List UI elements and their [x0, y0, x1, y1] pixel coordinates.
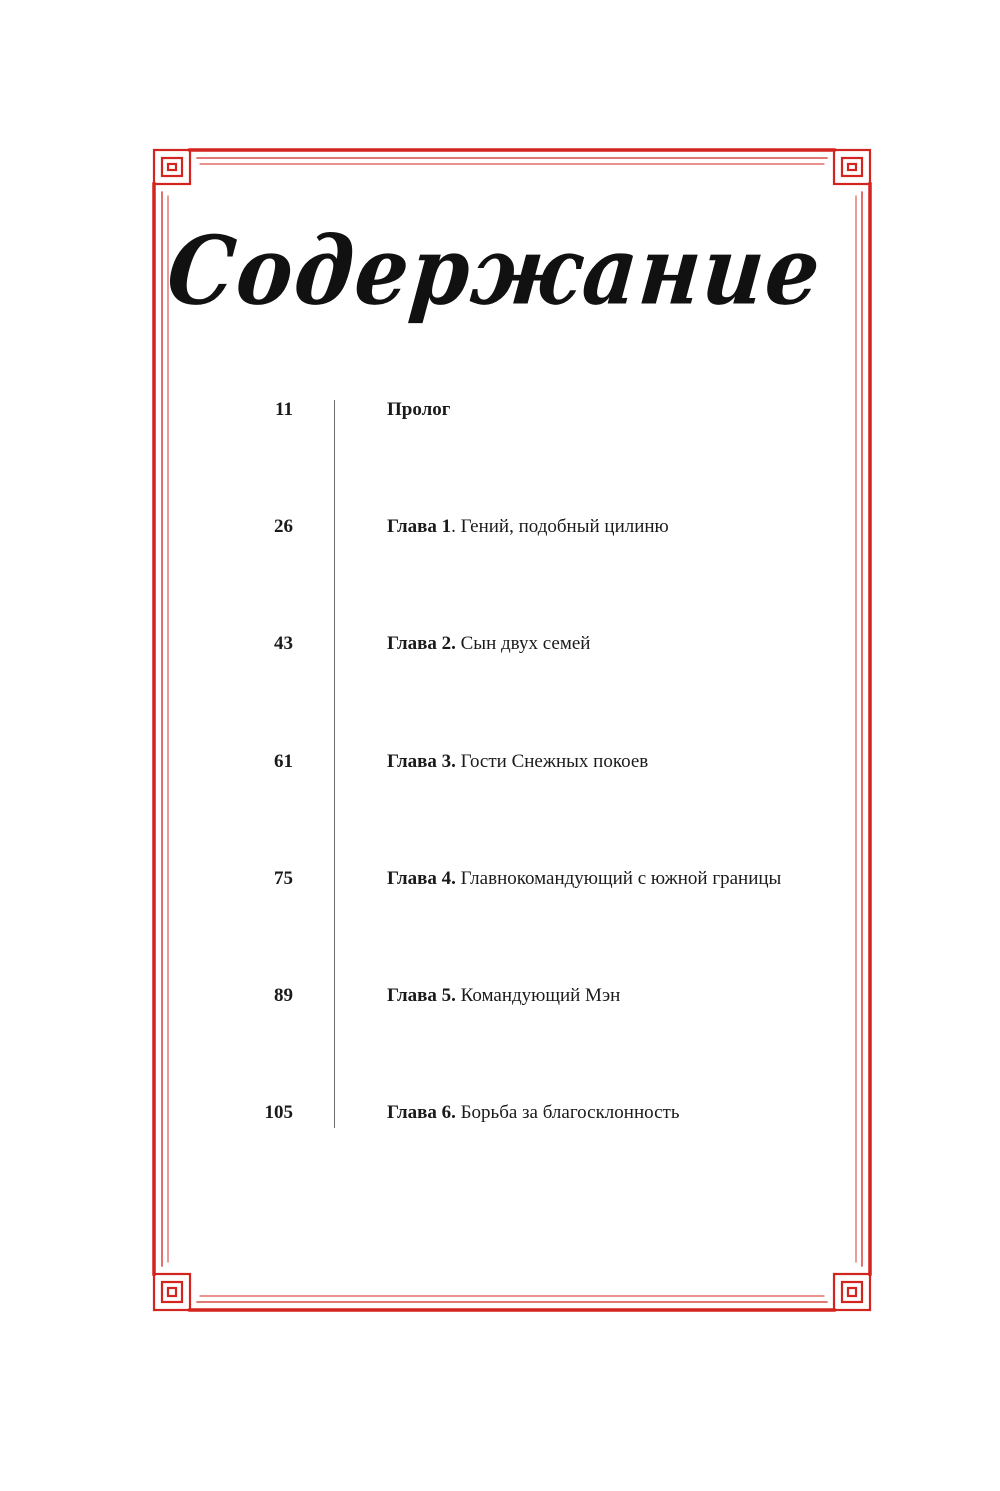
toc-entry-chapter-3[interactable]: [200, 750, 840, 780]
entry-text: [387, 515, 669, 539]
chapter-title: Сын двух семей: [455, 633, 591, 654]
page-number: 26: [274, 516, 293, 537]
page-number: 61: [274, 751, 293, 772]
toc-entry-chapter-1[interactable]: [200, 515, 840, 545]
toc-entry-chapter-5[interactable]: [200, 984, 840, 1014]
chapter-title: Главнокомандующий с южной границы: [455, 868, 782, 889]
page-number: 43: [274, 633, 293, 654]
toc-entry-prologue[interactable]: [200, 398, 840, 428]
chapter-label: Глава 2.: [387, 633, 456, 654]
corner-ornament-top-left: [154, 150, 190, 184]
chapter-label: Глава 6.: [387, 1102, 456, 1123]
chapter-label: Глава 5.: [387, 985, 456, 1006]
corner-ornament-bottom-left: [154, 1274, 190, 1310]
page-number: 11: [275, 399, 293, 420]
entry-text: [387, 867, 781, 891]
toc-entry-chapter-6[interactable]: [200, 1101, 840, 1131]
chapter-title: . Гений, подобный цилиню: [451, 516, 669, 537]
chapter-title: Командующий Мэн: [455, 985, 621, 1006]
page-number: 89: [274, 985, 293, 1006]
chapter-title: Гости Снежных покоев: [455, 751, 649, 772]
corner-ornament-bottom-right: [834, 1274, 870, 1310]
corner-ornament-top-right: [834, 150, 870, 184]
chapter-label: Глава 4.: [387, 868, 456, 889]
toc-entry-chapter-4[interactable]: [200, 867, 840, 897]
page-number: 105: [264, 1102, 293, 1123]
entry-text: [387, 984, 620, 1008]
entry-text: [387, 398, 450, 422]
page-title: Содержание: [162, 215, 827, 326]
chapter-title: Борьба за благосклонность: [455, 1102, 680, 1123]
entry-text: [387, 1101, 680, 1125]
chapter-label: Глава 1: [387, 516, 452, 537]
entry-text: [387, 632, 590, 656]
chapter-label: Пролог: [387, 399, 451, 420]
page-number: 75: [274, 868, 293, 889]
toc-entry-chapter-2[interactable]: [200, 632, 840, 662]
entry-text: [387, 750, 648, 774]
chapter-label: Глава 3.: [387, 751, 456, 772]
